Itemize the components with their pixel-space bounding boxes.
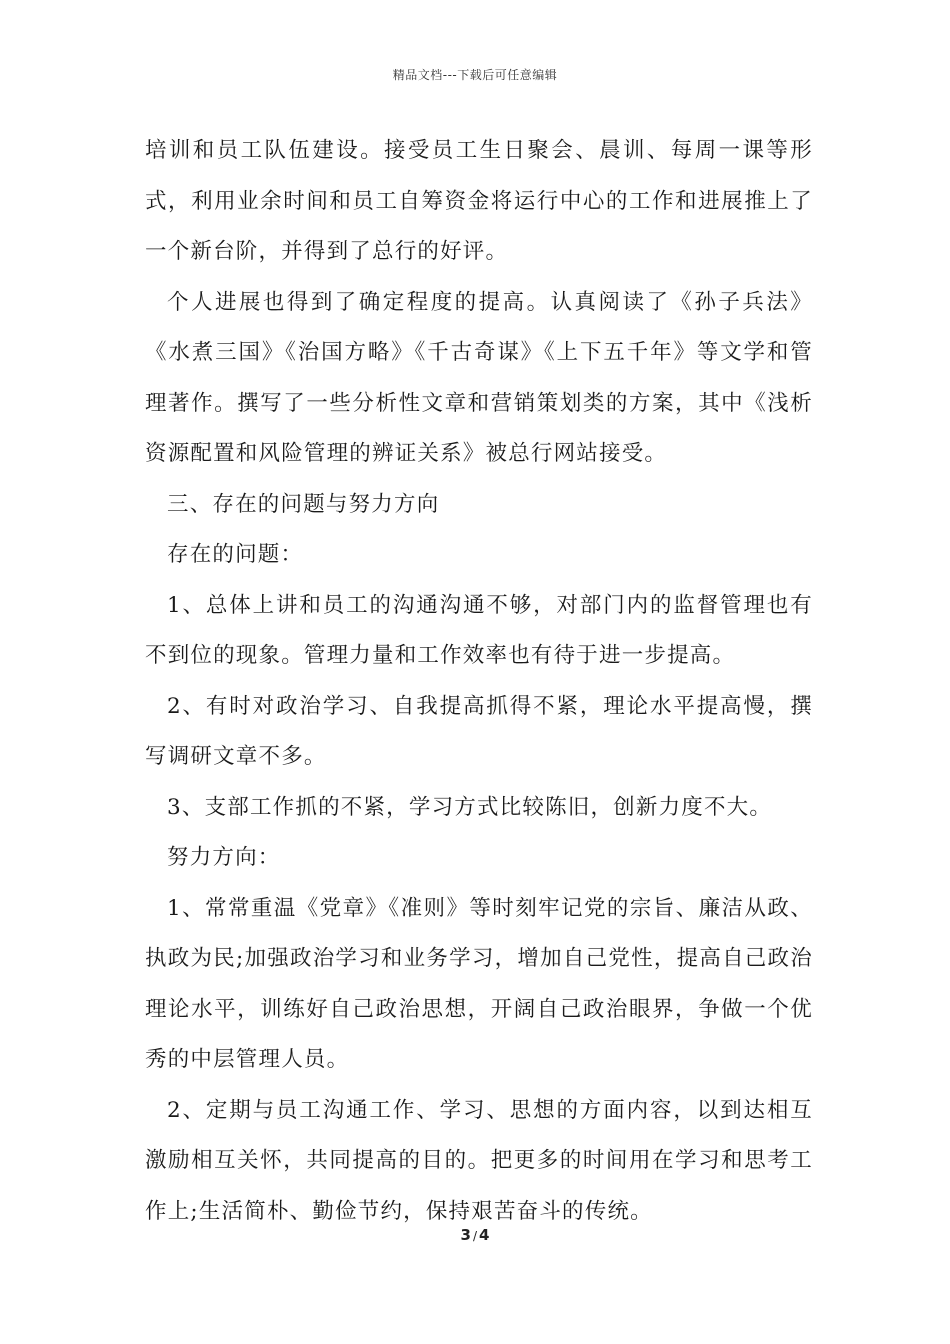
section-heading: 三、存在的问题与努力方向 <box>167 491 440 517</box>
current-page-number: 3 <box>460 1226 471 1244</box>
total-page-count: 4 <box>479 1226 490 1244</box>
direction-item-2: 2、定期与员工沟通工作、学习、思想的方面内容，以到达相互激励相互关怀，共同提高的目的。把更多的时间用在学习和思考工作上;生活简朴、勤俭节约，保持艰苦奋斗的传统。 <box>145 1097 813 1224</box>
document-body <box>145 126 813 1237</box>
page-number <box>0 1226 950 1244</box>
paragraph-1: 培训和员工队伍建设。接受员工生日聚会、晨训、每周一课等形式，利用业余时间和员工自筹资金将运行中心的工作和进展推上了一个新台阶，并得到了总行的好评。 <box>145 138 813 264</box>
subheading-directions: 努力方向： <box>167 845 281 870</box>
problem-item-1: 1、总体上讲和员工的沟通沟通不够，对部门内的监督管理也有不到位的现象。管理力量和工作效率也有待于进一步提高。 <box>145 592 813 668</box>
page-header: 精品文档---下载后可任意编辑 <box>392 68 558 82</box>
page-separator: / <box>472 1229 478 1243</box>
paragraph-2: 个人进展也得到了确定程度的提高。认真阅读了《孙子兵法》《水煮三国》《治国方略》《千古奇谋》《上下五千年》等文学和管理著作。撰写了一些分析性文章和营销策划类的方案，其中《浅析资源配置和风险管理的辨证关系》被总行网站接受。 <box>145 289 813 466</box>
subheading-problems: 存在的问题： <box>167 542 304 567</box>
direction-item-1: 1、常常重温《党章》《准则》等时刻牢记党的宗旨、廉洁从政、执政为民;加强政治学习和业务学习，增加自己党性，提高自己政治理论水平，训练好自己政治思想，开阔自己政治眼界，争做一个优秀的中层管理人员。 <box>145 895 813 1072</box>
problem-item-3: 3、支部工作抓的不紧，学习方式比较陈旧，创新力度不大。 <box>167 794 773 820</box>
problem-item-2: 2、有时对政治学习、自我提高抓得不紧，理论水平提高慢，撰写调研文章不多。 <box>145 693 813 769</box>
